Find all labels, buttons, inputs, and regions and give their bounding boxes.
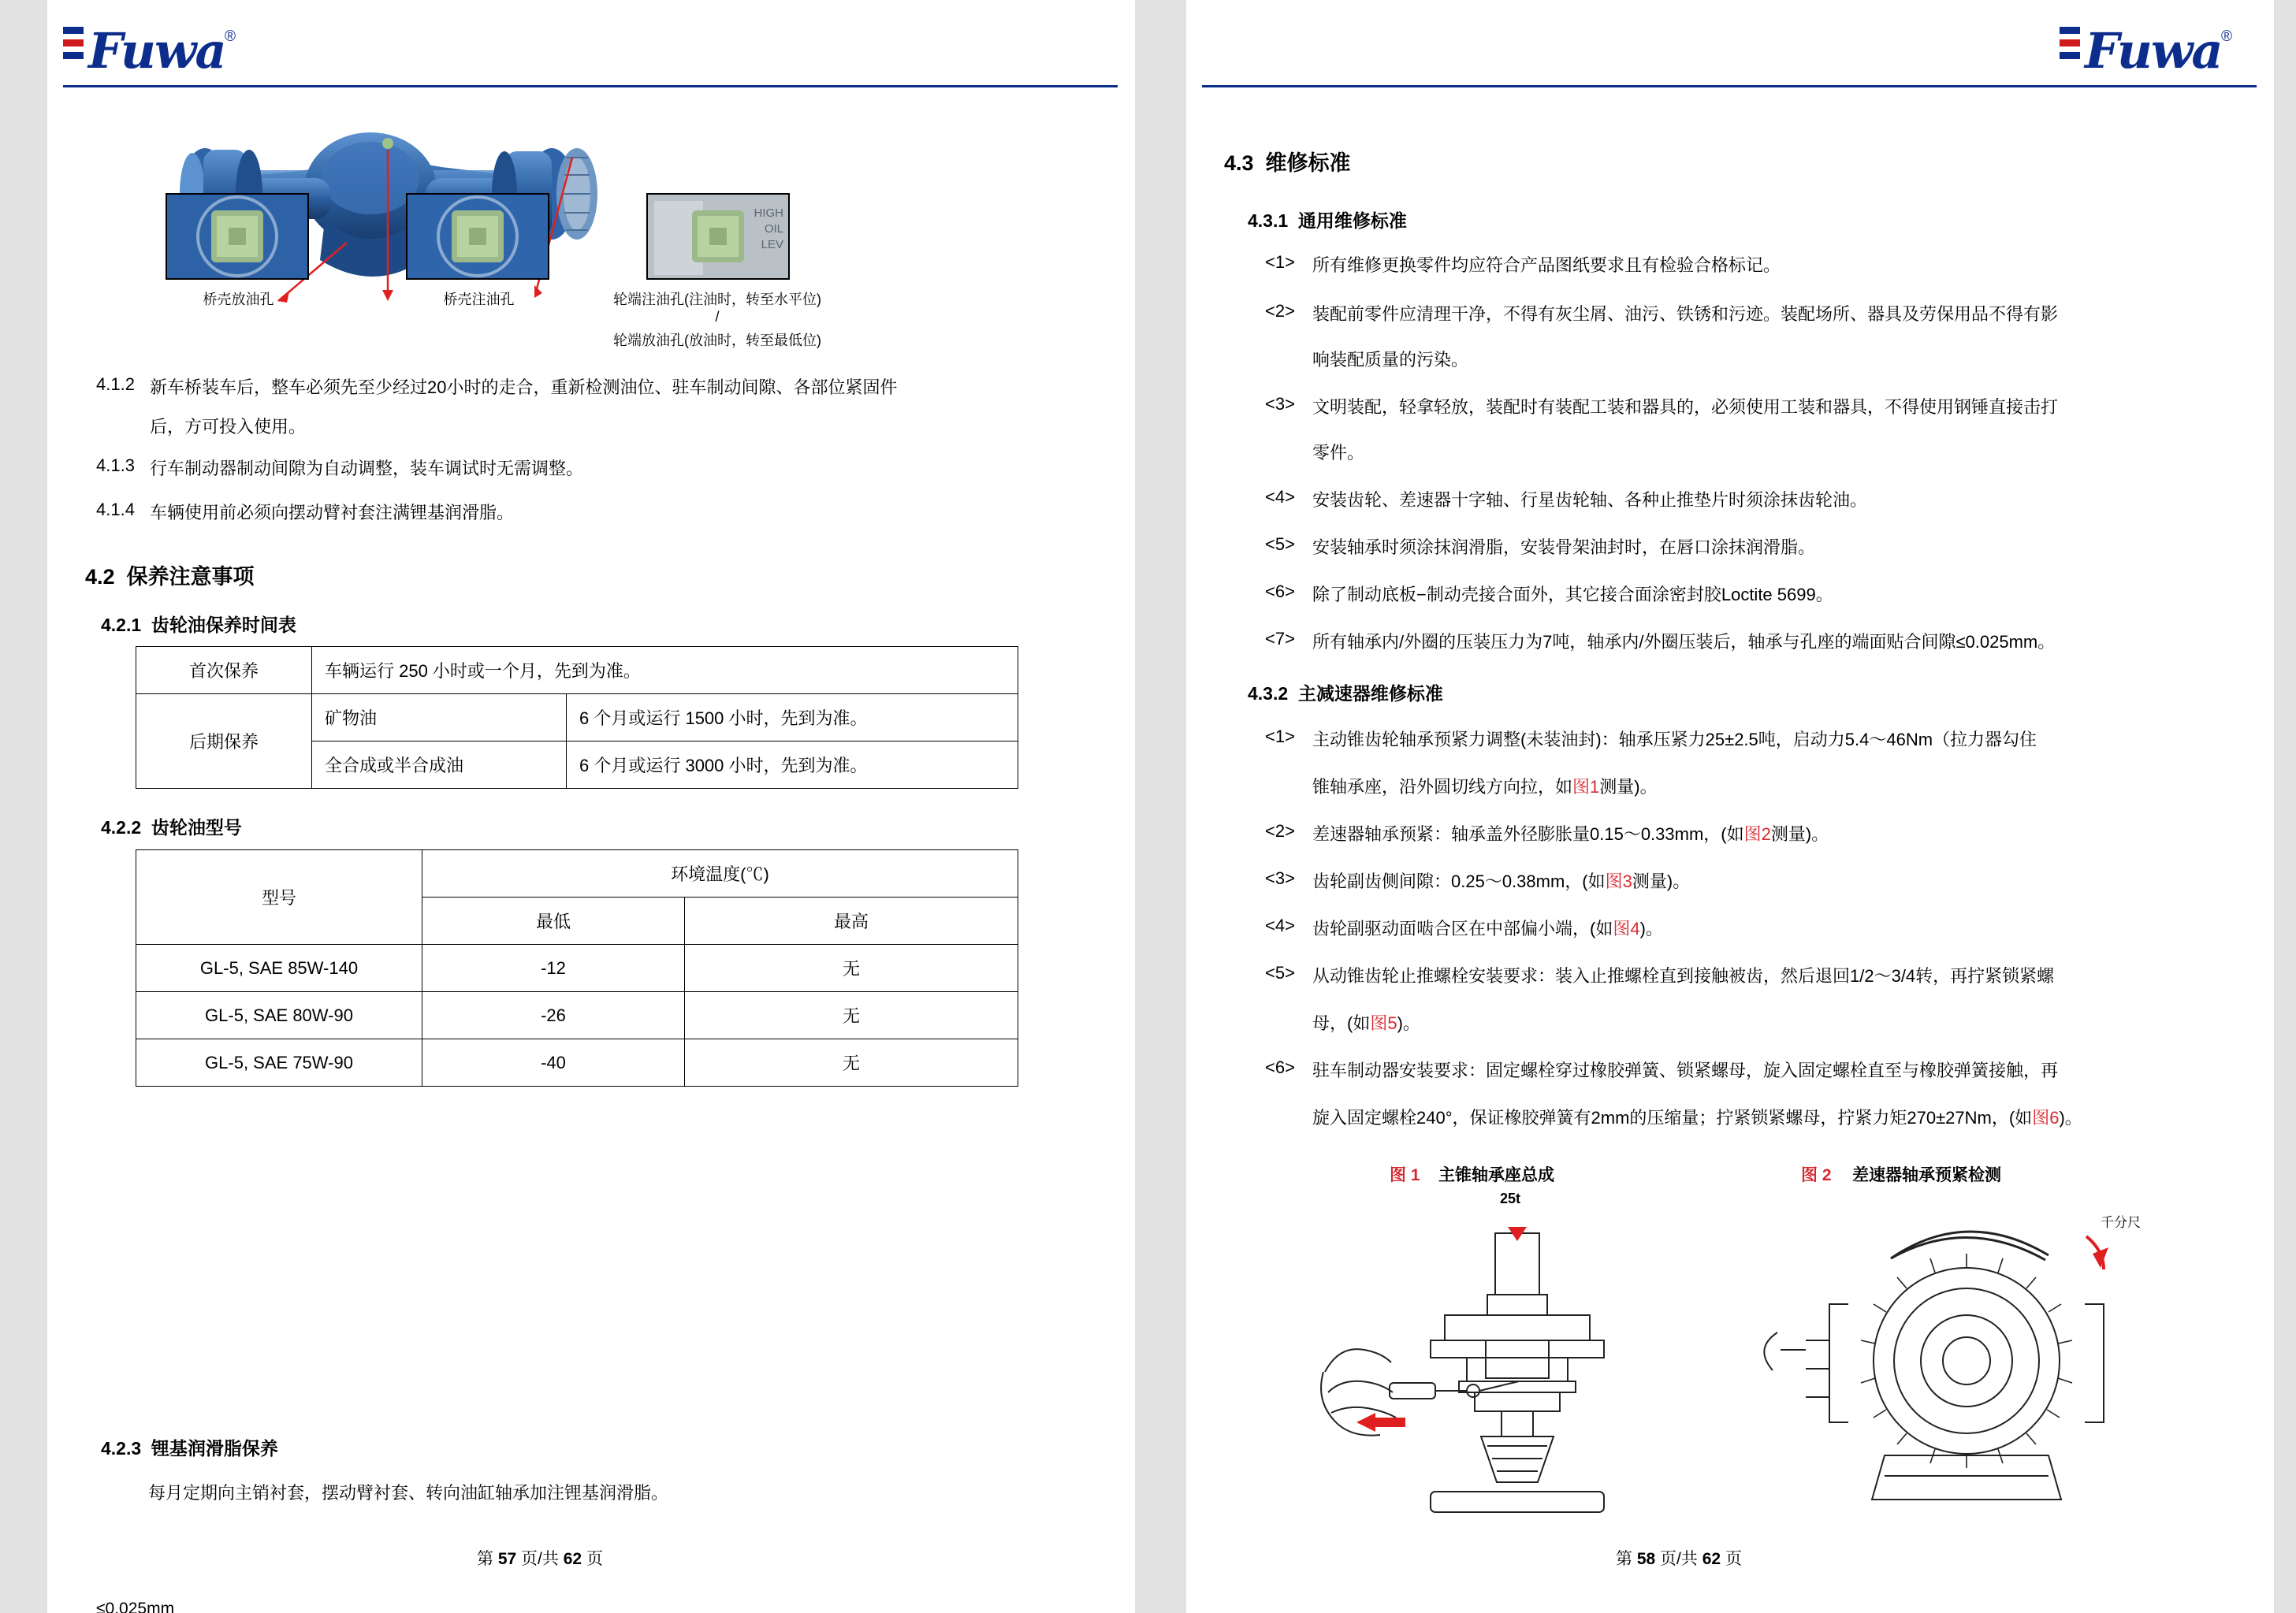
- general-item-5-number: <5>: [1265, 534, 1295, 554]
- thumbnail-caption-3c: 轮端放油孔(放油时，转至最低位): [613, 333, 821, 348]
- reducer-item-3-a: 齿轮副齿侧间隙：0.25～0.38mm，(如: [1312, 872, 1606, 891]
- header-rule: [63, 85, 1118, 87]
- thumbnail-fill-plug: [406, 193, 549, 280]
- para-412-line1: 新车桥装车后，整车必须先至少经过20小时的走合，重新检测油位、驻车制动间隙、各部位紧固件: [150, 377, 898, 397]
- figure-2-annotation-text: 千分尺: [2101, 1215, 2141, 1230]
- reducer-item-3-b: 测量)。: [1632, 872, 1691, 891]
- maintenance-interval-table: [136, 646, 1018, 789]
- general-item-7-line1: 所有轴承内/外圈的压装压力为7吨，轴承内/外圈压装后，轴承与孔座的端面贴合间隙≤0.025mm。: [1312, 632, 2056, 652]
- para-413-number: 4.1.3: [96, 455, 135, 475]
- cell-min-1: -12: [422, 945, 685, 992]
- heading-4-2-1: 4.2.1 齿轮油保养时间表: [101, 615, 296, 635]
- reducer-item-6-line1: 驻车制动器安装要求：固定螺栓穿过橡胶弹簧、锁紧螺母，旋入固定螺栓直至与橡胶弹簧接触，再: [1312, 1061, 2059, 1080]
- heading-4-2-3: 4.2.3 锂基润滑脂保养: [101, 1438, 278, 1459]
- reducer-item-6-line2: [1312, 1105, 2082, 1129]
- footer-left: [477, 1546, 603, 1570]
- logo-wordmark: Fuwa: [2085, 22, 2222, 80]
- general-item-2-line2: 响装配质量的污染。: [1312, 350, 1469, 370]
- figure-2-title: 差速器轴承预紧检测: [1852, 1166, 2001, 1184]
- right-page: [1186, 0, 2274, 1613]
- header-rule-right: [1202, 85, 2257, 87]
- thumbnail-drain-plug: [166, 193, 309, 280]
- figure-2-svg: [1730, 1186, 2171, 1525]
- figure-link-5[interactable]: 图5: [1370, 1013, 1397, 1033]
- logo-registered-mark: ®: [2221, 28, 2232, 45]
- thumbnail-hub-plug: [646, 193, 790, 280]
- figure-link-1[interactable]: 图1: [1572, 777, 1600, 797]
- table-row: [136, 1039, 1018, 1087]
- general-item-2-line1: 装配前零件应清理干净，不得有灰尘屑、油污、铁锈和污迹。装配场所、器具及劳保用品不得有影: [1312, 304, 2059, 324]
- para-412-number: 4.1.2: [96, 374, 135, 394]
- general-item-3-number: <3>: [1265, 394, 1295, 414]
- footer-total-pages: 62: [1702, 1550, 1721, 1568]
- heading-4-2: 4.2 保养注意事项: [85, 565, 255, 589]
- hub-label-line3: LEV: [761, 238, 783, 251]
- page-margin-left: [0, 0, 47, 1613]
- cell-later-maint-label: 后期保养: [136, 694, 312, 789]
- heading-4-2-2: 4.2.2 齿轮油型号: [101, 817, 242, 838]
- fuwa-logo-right: [2060, 22, 2241, 82]
- reducer-item-2-a: 差速器轴承预紧：轴承盖外径膨胀量0.15～0.33mm，(如: [1312, 824, 1744, 844]
- footer-page-number: 58: [1636, 1550, 1656, 1568]
- footer-suffix: 页: [586, 1550, 603, 1568]
- reducer-item-4-b: )。: [1639, 919, 1663, 938]
- heading-4-3: 4.3 维修标准: [1224, 151, 1351, 175]
- general-item-6-number: <6>: [1265, 582, 1295, 601]
- next-page-bleed-text: ≤0.025mm: [96, 1600, 175, 1613]
- page-gutter: [1135, 0, 1186, 1613]
- footer-page-number: 57: [497, 1550, 517, 1568]
- reducer-item-1-line2-a: 锥轴承座，沿外圆切线方向拉，如: [1312, 777, 1573, 797]
- figure-1-annotation-text: 25t: [1500, 1191, 1521, 1206]
- figure-1-label: 图 1: [1390, 1166, 1420, 1184]
- gear-oil-grade-table: [136, 849, 1018, 1087]
- cell-max-1: 无: [685, 945, 1018, 992]
- footer-suffix: 页: [1725, 1550, 1742, 1568]
- figure-1-drawing: [1312, 1186, 1738, 1525]
- reducer-item-6-a: 旋入固定螺栓240°，保证橡胶弹簧有2mm的压缩量；拧紧锁紧螺母，拧紧力矩270±27Nm，(如: [1312, 1108, 2033, 1128]
- figure-link-4[interactable]: 图4: [1613, 919, 1640, 938]
- heading-4-3-2: 4.3.2 主减速器维修标准: [1248, 683, 1443, 704]
- reducer-item-2-b: 测量)。: [1770, 824, 1829, 844]
- table-row: [136, 945, 1018, 992]
- thumbnail-caption-3a: 轮端注油孔(注油时，转至水平位): [613, 292, 821, 307]
- logo-bars-icon: [2060, 27, 2080, 72]
- para-414-number: 4.1.4: [96, 500, 135, 519]
- reducer-item-3-number: <3>: [1265, 868, 1295, 888]
- general-item-5-line1: 安装轴承时须涂抹润滑脂，安装骨架油封时，在唇口涂抹润滑脂。: [1312, 537, 1816, 557]
- left-page: [47, 0, 1135, 1613]
- table-row: [136, 992, 1018, 1039]
- cell-first-maint-value: 车辆运行 250 小时或一个月，先到为准。: [312, 647, 1018, 694]
- cell-first-maint-label: 首次保养: [136, 647, 312, 694]
- plug-icon: [452, 210, 504, 262]
- fuwa-logo: [63, 22, 244, 82]
- footer-prefix: 第: [477, 1550, 493, 1568]
- plug-icon: [692, 210, 744, 262]
- figure-1-svg: [1312, 1186, 1738, 1525]
- reducer-item-5-a: 母，(如: [1312, 1013, 1371, 1033]
- cell-synthetic-oil-label: 全合成或半合成油: [312, 741, 567, 789]
- cell-model-1: GL-5, SAE 85W-140: [136, 945, 422, 992]
- cell-min-2: -26: [422, 992, 685, 1039]
- heading-4-3-1: 4.3.1 通用维修标准: [1248, 210, 1407, 231]
- general-item-7-number: <7>: [1265, 629, 1295, 649]
- reducer-item-4-line1: [1312, 916, 1663, 940]
- header-model: 型号: [136, 850, 422, 945]
- para-414-line1: 车辆使用前必须向摆动臂衬套注满锂基润滑脂。: [150, 503, 515, 522]
- reducer-item-4-a: 齿轮副驱动面啮合区在中部偏小端，(如: [1312, 919, 1613, 938]
- reducer-item-5-b: )。: [1397, 1013, 1420, 1033]
- reducer-item-1-line1: 主动锥齿轮轴承预紧力调整(未装油封)：轴承压紧力25±2.5吨，启动力5.4～46Nm（拉力器勾住: [1312, 730, 2037, 749]
- table-row: [136, 694, 1018, 741]
- figure-2-label: 图 2: [1801, 1166, 1832, 1184]
- reducer-item-1-line2-b: 测量)。: [1599, 777, 1658, 797]
- reducer-item-5-line2: [1312, 1010, 1420, 1035]
- general-item-4-line1: 安装齿轮、差速器十字轴、行星齿轮轴、各种止推垫片时须涂抹齿轮油。: [1312, 490, 1868, 510]
- thumbnail-caption-1: 桥壳放油孔: [203, 292, 274, 307]
- general-item-3-line1: 文明装配，轻拿轻放，装配时有装配工装和器具的，必须使用工装和器具，不得使用钢锤直接击打: [1312, 397, 2059, 417]
- reducer-item-2-number: <2>: [1265, 821, 1295, 841]
- grease-maintenance-text: 每月定期向主销衬套，摆动臂衬套、转向油缸轴承加注锂基润滑脂。: [148, 1483, 669, 1503]
- hub-label-text: [754, 206, 784, 253]
- table-row: [136, 850, 1018, 898]
- logo-bars-icon: [63, 27, 84, 72]
- para-412-line2: 后，方可投入使用。: [150, 417, 307, 437]
- general-item-1-line1: 所有维修更换零件均应符合产品图纸要求且有检验合格标记。: [1312, 255, 1781, 275]
- footer-mid: 页/共: [1660, 1550, 1698, 1568]
- cell-mineral-oil-value: 6 个月或运行 1500 小时，先到为准。: [567, 694, 1018, 741]
- footer-total-pages: 62: [563, 1550, 582, 1568]
- cell-max-3: 无: [685, 1039, 1018, 1087]
- general-item-3-line2: 零件。: [1312, 443, 1365, 463]
- reducer-item-1-line2: [1312, 774, 1658, 798]
- reducer-item-4-number: <4>: [1265, 916, 1295, 935]
- figure-2-drawing: [1730, 1186, 2171, 1525]
- general-item-6-line1: 除了制动底板−制动壳接合面外，其它接合面涂密封胶Loctite 5699。: [1312, 585, 1833, 604]
- footer-mid: 页/共: [521, 1550, 559, 1568]
- header-min: 最低: [422, 898, 685, 945]
- logo-registered-mark: ®: [225, 28, 236, 45]
- cell-min-3: -40: [422, 1039, 685, 1087]
- general-item-1-number: <1>: [1265, 252, 1295, 272]
- reducer-item-2-line1: [1312, 821, 1829, 846]
- table-row: [136, 647, 1018, 694]
- figure-link-3[interactable]: 图3: [1605, 872, 1632, 891]
- cell-model-3: GL-5, SAE 75W-90: [136, 1039, 422, 1087]
- reducer-item-3-line1: [1312, 868, 1690, 893]
- footer-right: [1616, 1546, 1742, 1570]
- general-item-4-number: <4>: [1265, 487, 1295, 507]
- footer-prefix: 第: [1616, 1550, 1632, 1568]
- header-max: 最高: [685, 898, 1018, 945]
- thumbnail-caption-3b: /: [715, 309, 720, 325]
- figure-1-title: 主锥轴承座总成: [1438, 1166, 1554, 1184]
- hub-label-line1: HIGH: [754, 206, 783, 220]
- reducer-item-5-number: <5>: [1265, 963, 1295, 983]
- hub-label-line2: OIL: [764, 222, 783, 236]
- cell-synthetic-oil-value: 6 个月或运行 3000 小时，先到为准。: [567, 741, 1018, 789]
- header-ambient-temp: 环境温度(℃): [422, 850, 1018, 898]
- reducer-item-5-line1: 从动锥齿轮止推螺栓安装要求：装入止推螺栓直到接触被齿，然后退回1/2～3/4转，再拧紧锁紧螺: [1312, 966, 2055, 986]
- cell-model-2: GL-5, SAE 80W-90: [136, 992, 422, 1039]
- thumbnail-caption-2: 桥壳注油孔: [443, 292, 515, 307]
- para-413-line1: 行车制动器制动间隙为自动调整，装车调试时无需调整。: [150, 459, 584, 478]
- logo-wordmark: Fuwa: [88, 22, 225, 80]
- figure-link-6[interactable]: 图6: [2032, 1108, 2060, 1128]
- reducer-item-6-b: )。: [2059, 1108, 2082, 1128]
- cell-mineral-oil-label: 矿物油: [312, 694, 567, 741]
- plug-icon: [211, 210, 263, 262]
- reducer-item-6-number: <6>: [1265, 1057, 1295, 1077]
- reducer-item-1-number: <1>: [1265, 727, 1295, 746]
- figure-link-2[interactable]: 图2: [1743, 824, 1771, 844]
- page-margin-right: [2274, 0, 2296, 1613]
- general-item-2-number: <2>: [1265, 301, 1295, 321]
- cell-max-2: 无: [685, 992, 1018, 1039]
